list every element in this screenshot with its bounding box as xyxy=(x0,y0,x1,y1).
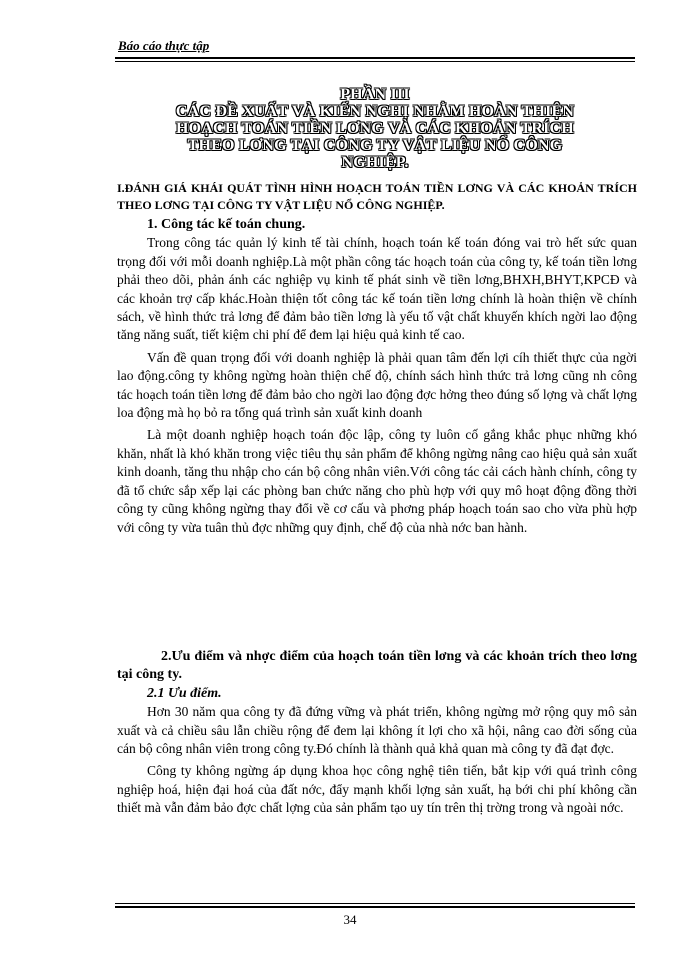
footer-rule-thick xyxy=(115,906,635,908)
paragraph: Là một doanh nghiệp hoạch toán độc lập, công ty luôn cố gắng khắc phục những khó khăn, nhất là khó khăn trong việc tiêu thụ sản phẩm để không ngừng nâng cao hiệu quả sản xuất kinh doanh, tăng thu nhập cho cán bộ công nhân viên.Với công tác cải cách hành chính, công ty đã tổ chức sắp xếp lại các phòng ban chức năng cho phù hợp với quy mô hoạt động đồng thời công ty cũng không ngừng thay đổi về cơ cấu và phơng pháp hoạch toán sao cho vừa phù hợp với công ty vừa tuân thủ đợc những quy định, chế độ của nhà nớc ban hành. xyxy=(117,427,637,535)
title-line-5: NGHIỆP. xyxy=(341,154,409,171)
title-line-3: HOẠCH TOÁN TIỀN LƠNG VÀ CÁC KHOẢN TRÍCH xyxy=(176,120,574,137)
section-heading: I.ĐÁNH GIÁ KHÁI QUÁT TÌNH HÌNH HOẠCH TOÁN TIỀN LƠNG VÀ CÁC KHOẢN TRÍCH THEO LƠNG TẠI CÔNG TY VẬT LIỆU NỔ CÔNG NGHIỆP. xyxy=(117,181,637,212)
paragraph: Công ty không ngừng áp dụng khoa học công nghệ tiên tiến, bắt kịp với quá trình công nghiệp hoá, hiện đại hoá của đất nớc, đẩy mạnh khối lợng sản xuất, hạ bới chi phí không cần thiết mà vẫn đảm bảo đợc chất lợng của sản phẩm tạo uy tín trên thị trờng trong và ngoài nớc. xyxy=(117,763,637,816)
page-number: 34 xyxy=(343,912,357,927)
chapter-title xyxy=(130,86,620,171)
subheading-general-accounting: 1. Công tác kế toán chung. xyxy=(147,217,306,232)
subheading-pros-cons: 2.Ưu điểm và nhợc điểm của hoạch toán tiền lơng và các khoản trích theo lơng tại công ty. xyxy=(117,649,637,683)
paragraph: Hơn 30 năm qua công ty đã đứng vững và phát triển, không ngừng mở rộng quy mô sản xuất và cả chiều sâu lẫn chiều rộng để đem lại không ít lợi cho xã hội, nâng cao đời sống của cán bộ công nhân viên trong công ty.Đó chính là thành quả khả quan mà công ty đã đạt đợc. xyxy=(117,704,637,757)
header-rule-thin xyxy=(115,61,635,62)
paragraph: Trong công tác quản lý kinh tế tài chính, hoạch toán kế toán đóng vai trò hết sức quan trọng đối với mỗi doanh nghiệp.Là một phần công tác hoạch toán của công ty, kế toán tiền lơng phải theo dõi, phản ánh các nghiệp vụ kinh tế phát sinh về tiền lơng,BHXH,BHYT,KPCĐ và các khoản trợ cấp khác.Hoàn thiện tốt công tác kế toán tiền lơng chính là hoàn thiện về chính sách, về hình thức trả lơng để đảm bảo tiền lơng là yếu tố vật chất khuyến khích ngời lao động tăng năng suất, tiết kiệm chi phí để đem lại hiệu quả kinh tế cao. xyxy=(117,235,637,343)
title-line-4: THEO LƠNG TẠI CÔNG TY VẬT LIỆU NỔ CÔNG xyxy=(187,137,563,154)
title-line-2: CÁC ĐỀ XUẤT VÀ KIẾN NGHỊ NHẰM HOÀN THIỆN xyxy=(175,103,575,120)
running-header: Báo cáo thực tập xyxy=(118,38,210,53)
subheading-advantages: 2.1 Ưu điểm. xyxy=(147,685,222,701)
body-part-1 xyxy=(117,216,637,537)
header-rule-thick xyxy=(115,57,635,59)
footer-rule-thin xyxy=(115,903,635,904)
paragraph: Vấn đề quan trọng đối với doanh nghiệp là phải quan tâm đến lợi cíh thiết thực của ngời lao động.công ty không ngừng hoàn thiện chế độ, chính sách hình thức trả lơng cũng nh công tác hoạch toán tiền lơng để đảm bảo cho ngời lao động đợc hởng theo đúng số lợng và chất lợng loa động mà họ bỏ ra tổng quá trình sản xuất kinh doanh xyxy=(117,349,637,421)
body-part-2 xyxy=(117,648,637,818)
title-line-1: PHẦN III xyxy=(340,86,410,103)
